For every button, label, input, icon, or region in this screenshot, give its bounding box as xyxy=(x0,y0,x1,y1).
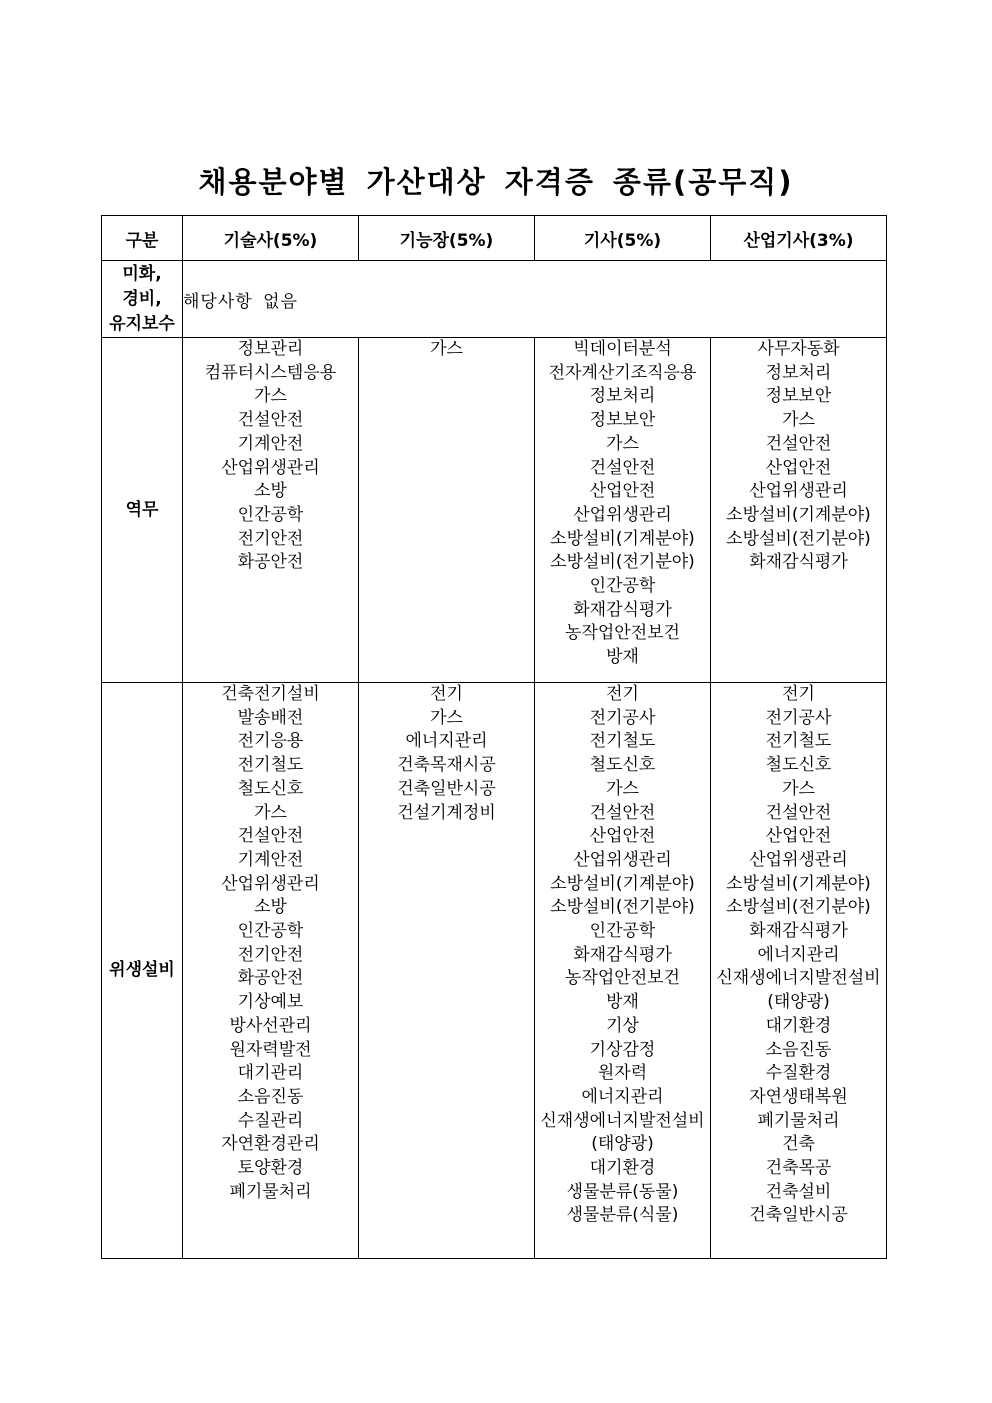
certificate-item: 컴퓨터시스템응용 xyxy=(204,362,337,383)
certificate-item: 소방 xyxy=(254,481,287,502)
certificate-item: 농작업안전보건 xyxy=(565,623,680,644)
certificate-item: 전기응용 xyxy=(237,731,304,752)
certificate-item: 폐기물처리 xyxy=(229,1181,312,1202)
certificate-item: 전자계산기조직응용 xyxy=(548,362,697,383)
certificate-item: 방사선관리 xyxy=(229,1015,312,1036)
certificate-item: 산업위생관리 xyxy=(573,504,672,525)
certificate-item: 신재생에너지발전설비 xyxy=(540,1110,705,1131)
certificate-item: 소방설비(전기분야) xyxy=(550,897,695,918)
certificate-item: 소방설비(기계분야) xyxy=(726,504,871,525)
certificate-item: 건축설비 xyxy=(765,1181,832,1202)
category-line: 유지보수 xyxy=(109,313,175,334)
certificate-item: 가스 xyxy=(782,778,815,799)
certificate-item: 건축일반시공 xyxy=(397,778,496,799)
certificate-item: 자연생태복원 xyxy=(749,1086,848,1107)
certificate-item: 전기철도 xyxy=(237,755,304,776)
certificate-item: 건축목재시공 xyxy=(397,755,496,776)
certificate-item: 가스 xyxy=(606,433,639,454)
certificate-item: 산업안전 xyxy=(589,481,656,502)
row-sanitation-facilities xyxy=(102,683,887,1259)
header-category: 구분 xyxy=(102,216,183,261)
certificate-item: 기계안전 xyxy=(237,433,304,454)
cell-master-craftsman xyxy=(359,338,535,683)
header-professional-engineer: 기술사(5%) xyxy=(183,216,359,261)
certificate-item: 소방설비(전기분야) xyxy=(550,552,695,573)
certificate-item: 자연환경관리 xyxy=(221,1134,320,1155)
cell-industrial-engineer xyxy=(711,683,887,1259)
certificate-item: 에너지관리 xyxy=(405,731,488,752)
certificate-item: 건설기계정비 xyxy=(397,802,496,823)
certificate-item: 정보관리 xyxy=(237,339,304,359)
certificate-item: 소방 xyxy=(254,897,287,918)
certificate-item: 대기환경 xyxy=(589,1158,656,1179)
certificate-item: 기상감정 xyxy=(589,1039,656,1060)
certificate-item: 사무자동화 xyxy=(757,339,840,359)
row-station-duty xyxy=(102,338,887,683)
certificate-item: 에너지관리 xyxy=(757,944,840,965)
certificate-item: 철도신호 xyxy=(765,755,832,776)
certificate-item: 전기철도 xyxy=(765,731,832,752)
certificate-item: 건축 xyxy=(782,1134,815,1155)
certificate-item: 산업위생관리 xyxy=(749,481,848,502)
certificate-item: 가스 xyxy=(782,410,815,431)
certificate-item: 대기관리 xyxy=(237,1063,304,1084)
certificate-item: 토양환경 xyxy=(237,1158,304,1179)
row-beauty-security-maintenance xyxy=(102,261,887,338)
certificate-item: 전기 xyxy=(606,684,639,704)
certificate-item: 화재감식평가 xyxy=(749,552,848,573)
certificate-item: 화재감식평가 xyxy=(573,944,672,965)
certificate-item: 산업안전 xyxy=(589,826,656,847)
certificate-item: 가스 xyxy=(254,386,287,407)
certificate-item: 전기공사 xyxy=(765,707,832,728)
certificate-item: 건설안전 xyxy=(589,457,656,478)
certificate-item: 전기안전 xyxy=(237,944,304,965)
certificate-item: 산업위생관리 xyxy=(221,457,320,478)
certificate-item: 화재감식평가 xyxy=(573,599,672,620)
certificate-item: 소방설비(기계분야) xyxy=(550,873,695,894)
certificate-item: 방재 xyxy=(606,992,639,1013)
certificate-item: 정보보안 xyxy=(765,386,832,407)
certificate-item: 방재 xyxy=(606,647,639,668)
certificate-item: 건설안전 xyxy=(237,826,304,847)
category-cell xyxy=(102,261,183,338)
header-row xyxy=(102,216,887,261)
cell-engineer xyxy=(535,683,711,1259)
certificate-item: 건설안전 xyxy=(765,802,832,823)
certificate-item: 인간공학 xyxy=(237,504,304,525)
cell-industrial-engineer xyxy=(711,338,887,683)
certificate-item: 철도신호 xyxy=(589,755,656,776)
certificate-item: 전기 xyxy=(430,684,463,704)
category-cell: 역무 xyxy=(102,338,183,683)
certificate-item: (태양광) xyxy=(591,1134,654,1155)
certificate-item: 원자력발전 xyxy=(229,1039,312,1060)
cell-engineer xyxy=(535,338,711,683)
certificate-item: 전기 xyxy=(782,684,815,704)
certificate-item: 발송배전 xyxy=(237,707,304,728)
certificate-item: 건축전기설비 xyxy=(221,684,320,704)
certificate-item: 건설안전 xyxy=(589,802,656,823)
certificate-item: 소음진동 xyxy=(237,1086,304,1107)
certificate-item: 기상 xyxy=(606,1015,639,1036)
certificate-item: 산업안전 xyxy=(765,826,832,847)
cell-professional-engineer xyxy=(183,683,359,1259)
certificate-item: 기상예보 xyxy=(237,992,304,1013)
certificate-item: 생물분류(식물) xyxy=(566,1205,679,1226)
certificate-item: 건설안전 xyxy=(765,433,832,454)
certificate-item: 대기환경 xyxy=(765,1015,832,1036)
certificate-item: 폐기물처리 xyxy=(757,1110,840,1131)
certificate-item: 가스 xyxy=(430,707,463,728)
certificate-item: 소방설비(전기분야) xyxy=(726,897,871,918)
certificate-item: 신재생에너지발전설비 xyxy=(716,968,881,989)
certificate-item: 건설안전 xyxy=(237,410,304,431)
certificate-item: 산업위생관리 xyxy=(749,849,848,870)
certificate-item: 가스 xyxy=(606,778,639,799)
header-engineer: 기사(5%) xyxy=(535,216,711,261)
certificate-item: 산업위생관리 xyxy=(221,873,320,894)
category-line: 경비, xyxy=(122,288,162,309)
certificate-item: 전기공사 xyxy=(589,707,656,728)
certificate-item: 전기안전 xyxy=(237,528,304,549)
certificate-item: 기계안전 xyxy=(237,849,304,870)
certificate-item: 인간공학 xyxy=(589,921,656,942)
certificate-item: 철도신호 xyxy=(237,778,304,799)
qualification-table xyxy=(101,215,887,1259)
certificate-item: 화공안전 xyxy=(237,968,304,989)
header-master-craftsman: 기능장(5%) xyxy=(359,216,535,261)
cell-master-craftsman xyxy=(359,683,535,1259)
not-applicable-note: 해당사항 없음 xyxy=(183,261,887,338)
certificate-item: 산업안전 xyxy=(765,457,832,478)
certificate-item: 인간공학 xyxy=(589,576,656,597)
certificate-item: 소방설비(기계분야) xyxy=(550,528,695,549)
certificate-item: 화공안전 xyxy=(237,552,304,573)
certificate-item: 전기철도 xyxy=(589,731,656,752)
certificate-item: 원자력 xyxy=(597,1063,648,1084)
header-industrial-engineer: 산업기사(3%) xyxy=(711,216,887,261)
certificate-item: 소음진동 xyxy=(765,1039,832,1060)
certificate-item: 소방설비(전기분야) xyxy=(726,528,871,549)
certificate-item: 가스 xyxy=(254,802,287,823)
page-title: 채용분야별 가산대상 자격증 종류(공무직) xyxy=(198,165,794,199)
category-line: 미화, xyxy=(122,263,162,284)
certificate-item: 인간공학 xyxy=(237,921,304,942)
certificate-item: 정보처리 xyxy=(589,386,656,407)
certificate-item: 빅데이터분석 xyxy=(573,339,672,359)
certificate-item: 농작업안전보건 xyxy=(565,968,680,989)
certificate-item: (태양광) xyxy=(767,992,830,1013)
cell-professional-engineer xyxy=(183,338,359,683)
certificate-item: 에너지관리 xyxy=(581,1086,664,1107)
certificate-item: 수질환경 xyxy=(765,1063,832,1084)
certificate-item: 건축일반시공 xyxy=(749,1205,848,1226)
certificate-item: 건축목공 xyxy=(765,1158,832,1179)
certificate-item: 소방설비(기계분야) xyxy=(726,873,871,894)
certificate-item: 생물분류(동물) xyxy=(566,1181,679,1202)
certificate-item: 화재감식평가 xyxy=(749,921,848,942)
certificate-item: 수질관리 xyxy=(237,1110,304,1131)
certificate-item: 정보처리 xyxy=(765,362,832,383)
certificate-item: 정보보안 xyxy=(589,410,656,431)
category-cell: 위생설비 xyxy=(102,683,183,1259)
certificate-item: 가스 xyxy=(430,339,463,359)
certificate-item: 산업위생관리 xyxy=(573,849,672,870)
